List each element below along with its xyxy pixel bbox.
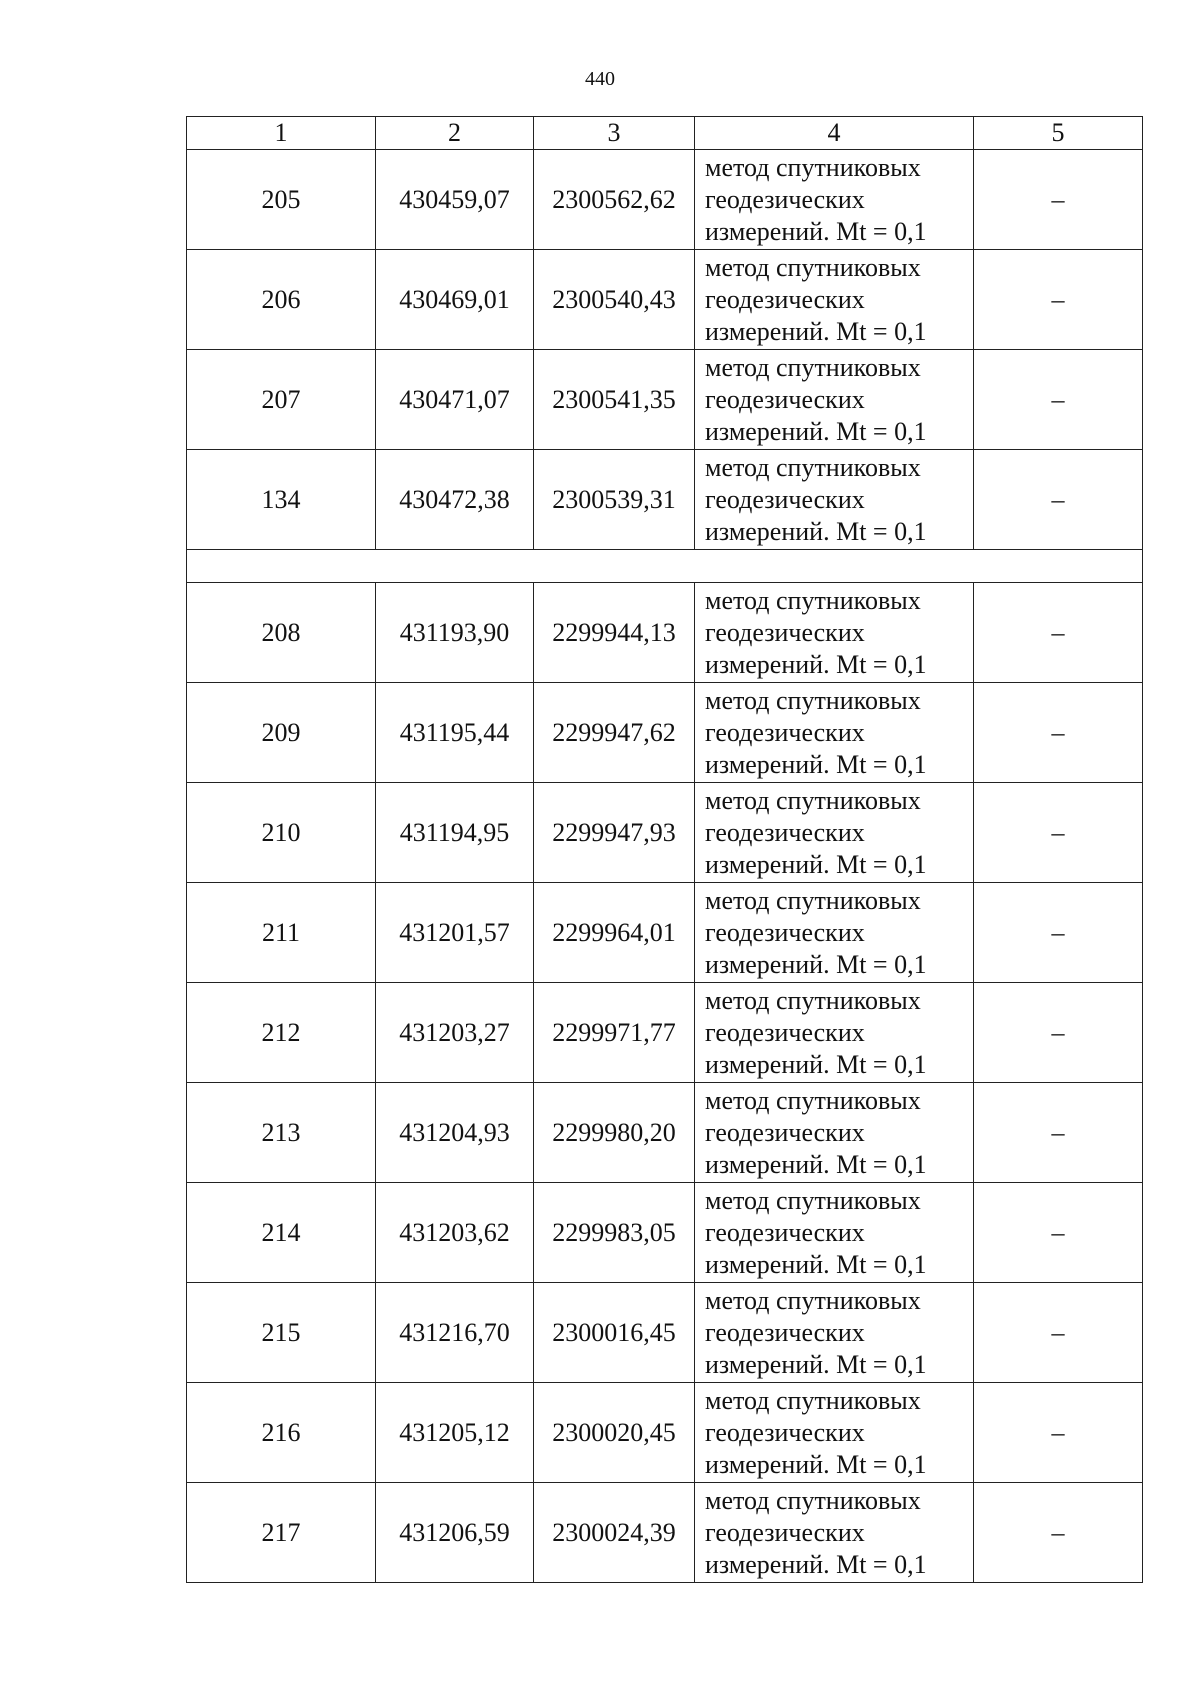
method-cell: метод спутниковых геодезических измерений. Mt = 0,1 <box>695 683 974 783</box>
note-cell: – <box>974 583 1143 683</box>
table-row <box>187 1083 1143 1183</box>
point-number-cell: 214 <box>187 1183 376 1283</box>
separator-cell <box>187 550 1143 583</box>
table-row <box>187 350 1143 450</box>
note-cell: – <box>974 150 1143 250</box>
header-col-3: 3 <box>534 117 695 150</box>
method-cell: метод спутниковых геодезических измерений. Mt = 0,1 <box>695 1483 974 1583</box>
point-number-cell: 213 <box>187 1083 376 1183</box>
y-coordinate-cell: 2299947,93 <box>534 783 695 883</box>
x-coordinate-cell: 431206,59 <box>376 1483 534 1583</box>
y-coordinate-cell: 2299944,13 <box>534 583 695 683</box>
y-coordinate-cell: 2299980,20 <box>534 1083 695 1183</box>
note-cell: – <box>974 1383 1143 1483</box>
point-number-cell: 205 <box>187 150 376 250</box>
table-body <box>187 150 1143 1583</box>
table-row <box>187 683 1143 783</box>
x-coordinate-cell: 430471,07 <box>376 350 534 450</box>
method-cell: метод спутниковых геодезических измерений. Mt = 0,1 <box>695 350 974 450</box>
method-cell: метод спутниковых геодезических измерений. Mt = 0,1 <box>695 783 974 883</box>
point-number-cell: 207 <box>187 350 376 450</box>
note-cell: – <box>974 883 1143 983</box>
x-coordinate-cell: 431193,90 <box>376 583 534 683</box>
table-header-row <box>187 117 1143 150</box>
point-number-cell: 210 <box>187 783 376 883</box>
x-coordinate-cell: 431201,57 <box>376 883 534 983</box>
header-col-5: 5 <box>974 117 1143 150</box>
table-row <box>187 250 1143 350</box>
y-coordinate-cell: 2300539,31 <box>534 450 695 550</box>
method-cell: метод спутниковых геодезических измерений. Mt = 0,1 <box>695 1283 974 1383</box>
method-cell: метод спутниковых геодезических измерений. Mt = 0,1 <box>695 883 974 983</box>
note-cell: – <box>974 683 1143 783</box>
table-row <box>187 1483 1143 1583</box>
method-cell: метод спутниковых геодезических измерений. Mt = 0,1 <box>695 150 974 250</box>
point-number-cell: 209 <box>187 683 376 783</box>
separator-row <box>187 550 1143 583</box>
point-number-cell: 206 <box>187 250 376 350</box>
table-row <box>187 1183 1143 1283</box>
point-number-cell: 134 <box>187 450 376 550</box>
table-row <box>187 983 1143 1083</box>
method-cell: метод спутниковых геодезических измерений. Mt = 0,1 <box>695 1383 974 1483</box>
point-number-cell: 217 <box>187 1483 376 1583</box>
note-cell: – <box>974 450 1143 550</box>
x-coordinate-cell: 430459,07 <box>376 150 534 250</box>
x-coordinate-cell: 431203,62 <box>376 1183 534 1283</box>
header-col-2: 2 <box>376 117 534 150</box>
x-coordinate-cell: 431205,12 <box>376 1383 534 1483</box>
table-row <box>187 583 1143 683</box>
method-cell: метод спутниковых геодезических измерений. Mt = 0,1 <box>695 983 974 1083</box>
x-coordinate-cell: 431194,95 <box>376 783 534 883</box>
note-cell: – <box>974 783 1143 883</box>
x-coordinate-cell: 431204,93 <box>376 1083 534 1183</box>
note-cell: – <box>974 350 1143 450</box>
y-coordinate-cell: 2300016,45 <box>534 1283 695 1383</box>
y-coordinate-cell: 2299947,62 <box>534 683 695 783</box>
header-col-1: 1 <box>187 117 376 150</box>
method-cell: метод спутниковых геодезических измерений. Mt = 0,1 <box>695 1083 974 1183</box>
note-cell: – <box>974 250 1143 350</box>
page-number: 440 <box>585 68 615 90</box>
point-number-cell: 211 <box>187 883 376 983</box>
y-coordinate-cell: 2300024,39 <box>534 1483 695 1583</box>
x-coordinate-cell: 431195,44 <box>376 683 534 783</box>
method-cell: метод спутниковых геодезических измерений. Mt = 0,1 <box>695 450 974 550</box>
point-number-cell: 216 <box>187 1383 376 1483</box>
coordinates-table <box>186 116 1143 1583</box>
note-cell: – <box>974 1183 1143 1283</box>
x-coordinate-cell: 431216,70 <box>376 1283 534 1383</box>
table-row <box>187 883 1143 983</box>
table-row <box>187 783 1143 883</box>
x-coordinate-cell: 430472,38 <box>376 450 534 550</box>
table-row <box>187 450 1143 550</box>
note-cell: – <box>974 1083 1143 1183</box>
y-coordinate-cell: 2300562,62 <box>534 150 695 250</box>
y-coordinate-cell: 2299971,77 <box>534 983 695 1083</box>
x-coordinate-cell: 430469,01 <box>376 250 534 350</box>
point-number-cell: 215 <box>187 1283 376 1383</box>
method-cell: метод спутниковых геодезических измерений. Mt = 0,1 <box>695 1183 974 1283</box>
header-col-4: 4 <box>695 117 974 150</box>
method-cell: метод спутниковых геодезических измерений. Mt = 0,1 <box>695 583 974 683</box>
method-cell: метод спутниковых геодезических измерений. Mt = 0,1 <box>695 250 974 350</box>
point-number-cell: 212 <box>187 983 376 1083</box>
y-coordinate-cell: 2300020,45 <box>534 1383 695 1483</box>
point-number-cell: 208 <box>187 583 376 683</box>
table-row <box>187 150 1143 250</box>
table-row <box>187 1283 1143 1383</box>
y-coordinate-cell: 2299964,01 <box>534 883 695 983</box>
note-cell: – <box>974 1283 1143 1383</box>
y-coordinate-cell: 2300541,35 <box>534 350 695 450</box>
y-coordinate-cell: 2299983,05 <box>534 1183 695 1283</box>
note-cell: – <box>974 983 1143 1083</box>
x-coordinate-cell: 431203,27 <box>376 983 534 1083</box>
note-cell: – <box>974 1483 1143 1583</box>
table-row <box>187 1383 1143 1483</box>
y-coordinate-cell: 2300540,43 <box>534 250 695 350</box>
